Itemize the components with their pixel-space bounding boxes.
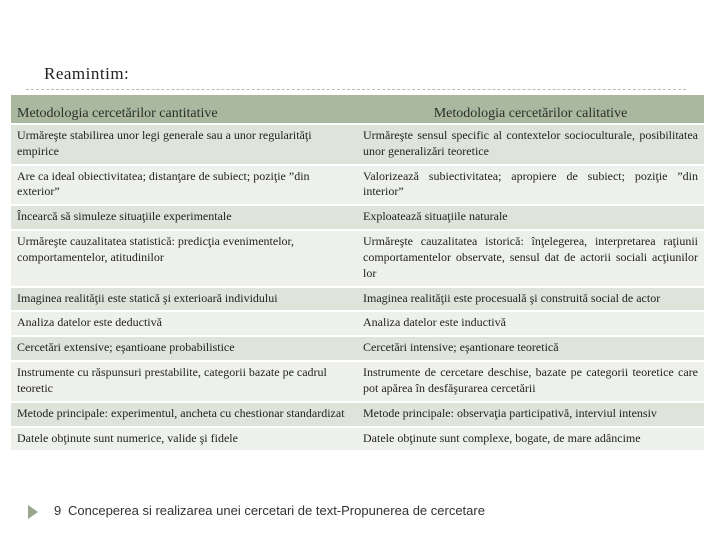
- cell-qualitative: Imaginea realităţii este procesuală şi construită social de actor: [357, 287, 704, 312]
- table-row: [11, 427, 704, 452]
- table-row: [11, 124, 704, 165]
- cell-quantitative: Imaginea realităţii este statică şi exterioară individului: [11, 287, 357, 312]
- cell-qualitative: Metode principale: observaţia participativă, interviul intensiv: [357, 402, 704, 427]
- cell-quantitative: Urmăreşte cauzalitatea statistică: predicţia evenimentelor, comportamentelor, atitudinilor: [11, 230, 357, 286]
- cell-qualitative: Exploatează situaţiile naturale: [357, 205, 704, 230]
- cell-qualitative: Datele obţinute sunt complexe, bogate, de mare adâncime: [357, 427, 704, 452]
- table-row: [11, 287, 704, 312]
- table-row: [11, 230, 704, 286]
- table-header-row: [11, 95, 704, 124]
- table-row: [11, 311, 704, 336]
- cell-quantitative: Are ca ideal obiectivitatea; distanţare de subiect; poziţie ”din exterior”: [11, 165, 357, 206]
- cell-quantitative: Metode principale: experimentul, ancheta cu chestionar standardizat: [11, 402, 357, 427]
- cell-quantitative: Instrumente cu răspunsuri prestabilite, categorii bazate pe cadrul teoretic: [11, 361, 357, 402]
- cell-qualitative: Valorizează subiectivitatea; apropiere de subiect; poziţie ”din interior”: [357, 165, 704, 206]
- table-row: [11, 336, 704, 361]
- comparison-table: [11, 95, 704, 452]
- table-row: [11, 402, 704, 427]
- cell-qualitative: Analiza datelor este inductivă: [357, 311, 704, 336]
- slide-number: 9: [54, 503, 62, 518]
- cell-qualitative: Urmăreşte sensul specific al contextelor socioculturale, posibilitatea unor generalizări teoretice: [357, 124, 704, 165]
- cell-quantitative: Datele obţinute sunt numerice, valide şi fidele: [11, 427, 357, 452]
- slide-footer: [28, 503, 508, 519]
- cell-qualitative: Instrumente de cercetare deschise, bazate pe categorii teoretice care pot apărea în desfăşurarea cercetării: [357, 361, 704, 402]
- page-heading: Reamintim:: [44, 64, 130, 83]
- header-qualitative: Metodologia cercetărilor calitative: [357, 95, 704, 124]
- cell-quantitative: Analiza datelor este deductivă: [11, 311, 357, 336]
- cell-qualitative: Urmăreşte cauzalitatea istorică: înţelegerea, interpretarea raţiunii comportamentelor observate, sensul dat de actorii sociali acţiunilor lor: [357, 230, 704, 286]
- dashed-divider: [26, 89, 686, 90]
- table-row: [11, 165, 704, 206]
- triangle-bullet-icon: [28, 505, 38, 519]
- cell-quantitative: Urmăreşte stabilirea unor legi generale sau a unor regularităţi empirice: [11, 124, 357, 165]
- footer-title: Conceperea si realizarea unei cercetari de text-Propunerea de cercetare: [68, 503, 485, 518]
- table-row: [11, 361, 704, 402]
- cell-quantitative: Cercetări extensive; eşantioane probabilistice: [11, 336, 357, 361]
- cell-qualitative: Cercetări intensive; eşantionare teoretică: [357, 336, 704, 361]
- table-row: [11, 205, 704, 230]
- cell-quantitative: Încearcă să simuleze situaţiile experimentale: [11, 205, 357, 230]
- header-quantitative: Metodologia cercetărilor cantitative: [11, 95, 357, 124]
